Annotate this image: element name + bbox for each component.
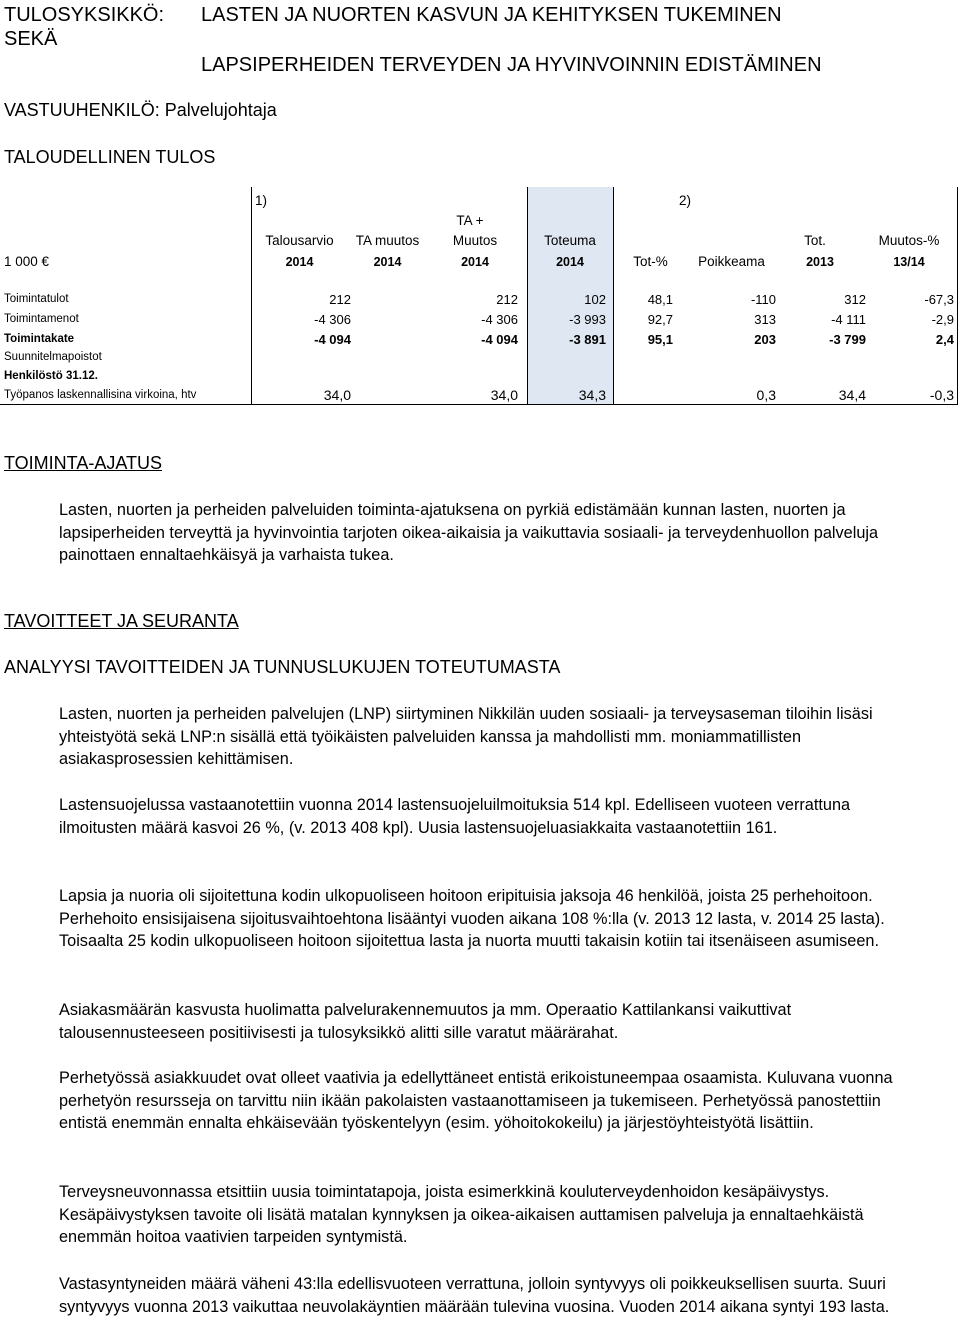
row-label: Toimintatulot <box>4 293 69 305</box>
table-cell: -4 111 <box>831 312 866 327</box>
table-cell: 203 <box>754 332 776 347</box>
table-cell: 34,4 <box>838 387 866 403</box>
analysis-paragraph: Asiakasmäärän kasvusta huolimatta palvelurakennemuutos ja mm. Operaatio Kattilankansi vaikuttivat talousennusteeseen positiivisesti ja tulosyksikkö alitti sille varatut määrärahat. <box>59 1001 792 1042</box>
column-header: Toteuma <box>544 233 596 248</box>
goals-heading: TAVOITTEET JA SEURANTA <box>4 611 239 631</box>
column-year: 2014 <box>285 255 314 269</box>
unit-label: 1 000 € <box>4 254 50 269</box>
column-header: Muutos <box>452 233 498 248</box>
table-cell: 92,7 <box>647 312 673 327</box>
analysis-paragraph: Vastasyntyneiden määrä väheni 43:lla edellisvuoteen verrattuna, jolloin syntyvyys oli poikkeuksellisen suurta. Suuri syntyvyys vuonna 2013 vaikuttaa neuvolakäyntien määrään tulevina vuosina. Vuoden 2014 aikana syntyi 193 lasta. <box>59 1275 890 1316</box>
table-cell: 34,0 <box>323 387 351 403</box>
analysis-paragraph: Terveysneuvonnassa etsittiin uusia toimintatapoja, joista esimerkkinä kouluterveydenhoidon kesäpäivystys. Kesäpäivystyksen tavoite oli lisätä matalan kynnyksen ja oikea-aikaisen auttamisen palveluja ja ennaltaehkäistä enemmän hoitoa vaativien tarpeiden syntymistä. <box>59 1183 864 1247</box>
table-cell: -4 094 <box>481 332 518 347</box>
table-cell: -0,3 <box>929 387 954 403</box>
unit-label: TULOSYKSIKKÖ: <box>4 4 165 26</box>
column-header: TA muutos <box>355 233 420 248</box>
column-header: Muutos-% <box>878 233 940 248</box>
column-year: 2013 <box>806 255 834 269</box>
column-header: Poikkeama <box>698 254 765 269</box>
column-year: 2014 <box>556 255 584 269</box>
table-cell: 48,1 <box>647 292 673 307</box>
table-cell: -3 993 <box>569 312 606 327</box>
analysis-paragraph: Perhetyössä asiakkuudet ovat olleet vaativia ja edellyttäneet entistä erikoistuneempaa osaamista. Kuluvana vuonna perhetyön resursseja on tarvittu niin ikään pakolaisten vastaanottamiseen ja tukemiseen. Perhetyössä panostettiin entistä enemmän ennalta ehkäisevään työskentelyyn (esim. yöhoitokokeilu) ja järjestöyhteistyötä lisättiin. <box>59 1069 893 1133</box>
table-divider <box>613 187 614 404</box>
column-header: Tot-% <box>633 254 668 269</box>
analysis-heading: ANALYYSI TAVOITTEIDEN JA TUNNUSLUKUJEN TOTEUTUMASTA <box>4 657 561 677</box>
column-header-top: TA + <box>456 213 484 228</box>
analysis-paragraph: Lastensuojelussa vastaanotettiin vuonna 2014 lastensuojeluilmoituksia 514 kpl. Edelliseen vuoteen verrattuna ilmoitusten määrä kasvoi 26 %, (v. 2013 408 kpl). Uusia lastensuojeluasiakkaita vastaanotettiin 161. <box>59 796 851 837</box>
row-label: Toimintakate <box>4 333 75 345</box>
responsible-person: VASTUUHENKILÖ: Palvelujohtaja <box>4 100 277 120</box>
unit-title-line1: LASTEN JA NUORTEN KASVUN JA KEHITYKSEN TUKEMINEN <box>201 4 782 26</box>
table-cell: 34,0 <box>490 387 518 403</box>
table-cell: -3 891 <box>569 332 606 347</box>
table-cell: 0,3 <box>756 387 776 403</box>
table-divider <box>527 187 528 404</box>
analysis-paragraph: Lapsia ja nuoria oli sijoitettuna kodin ulkopuoliseen hoitoon eripituisia jaksoja 46 henkilöä, joista 25 perhehoitoon. Perhehoito ensisijaisena sijoitusvaihtoehtona lisääntyi vuoden aikana 108 %:lla (v. 2013 12 lasta, v. 2014 25 lasta). Toisaalta 25 kodin ulkopuoliseen hoitoon sijoitettua lasta ja nuorta muutti takaisin kotiin tai itsenäiseen asumiseen. <box>59 887 885 951</box>
table-cell: 2,4 <box>935 332 954 347</box>
table-cell: -2,9 <box>931 312 954 327</box>
column-header: Tot. <box>804 233 826 248</box>
footnote-1: 1) <box>255 193 268 208</box>
column-year: 13/14 <box>893 255 925 269</box>
table-cell: -4 306 <box>314 312 351 327</box>
column-year: 2014 <box>461 255 489 269</box>
analysis-paragraph: Lasten, nuorten ja perheiden palvelujen (LNP) siirtyminen Nikkilän uuden sosiaali- ja terveysaseman tiloihin lisäsi yhteistyötä sekä LNP:n sisällä että työikäisten palveluiden kanssa ja mahdollisti mm. moniammatillisten asiakasprosessien kehittämisen. <box>59 705 873 769</box>
financial-result-title: TALOUDELLINEN TULOS <box>4 147 216 167</box>
column-header: Talousarvio <box>265 233 334 248</box>
unit-title-line2: LAPSIPERHEIDEN TERVEYDEN JA HYVINVOINNIN EDISTÄMINEN <box>201 54 822 76</box>
table-cell: -67,3 <box>924 292 954 307</box>
row-label: Suunnitelmapoistot <box>4 351 102 363</box>
financial-table <box>0 187 958 405</box>
table-cell: 313 <box>754 312 776 327</box>
row-label: Henkilöstö 31.12. <box>4 370 98 382</box>
table-cell: -110 <box>750 292 776 307</box>
mission-heading: TOIMINTA-AJATUS <box>4 453 163 473</box>
table-cell: 212 <box>496 292 518 307</box>
row-label: Toimintamenot <box>4 313 79 325</box>
table-cell: -4 306 <box>481 312 518 327</box>
unit-title-line1b: SEKÄ <box>4 28 58 50</box>
table-cell: 212 <box>329 292 351 307</box>
table-divider <box>251 187 252 404</box>
table-cell: 312 <box>844 292 866 307</box>
table-cell: 95,1 <box>647 332 673 347</box>
table-cell: 34,3 <box>578 387 606 403</box>
table-cell: -3 799 <box>829 332 866 347</box>
column-year: 2014 <box>373 255 402 269</box>
table-cell: 102 <box>584 292 606 307</box>
footnote-2: 2) <box>679 193 692 208</box>
table-cell: -4 094 <box>314 332 351 347</box>
row-label: Työpanos laskennallisina virkoina, htv <box>4 389 197 401</box>
mission-paragraph: Lasten, nuorten ja perheiden palveluiden toiminta-ajatuksena on pyrkiä edistämään kunnan lasten, nuorten ja lapsiperheiden terveyttä ja hyvinvointia tarjoten oikea-aikaisia ja vaikuttavia sosiaali- ja terveydenhuollon palveluja painottaen ennaltaehkäisyä ja varhaista tukea. <box>59 501 879 565</box>
